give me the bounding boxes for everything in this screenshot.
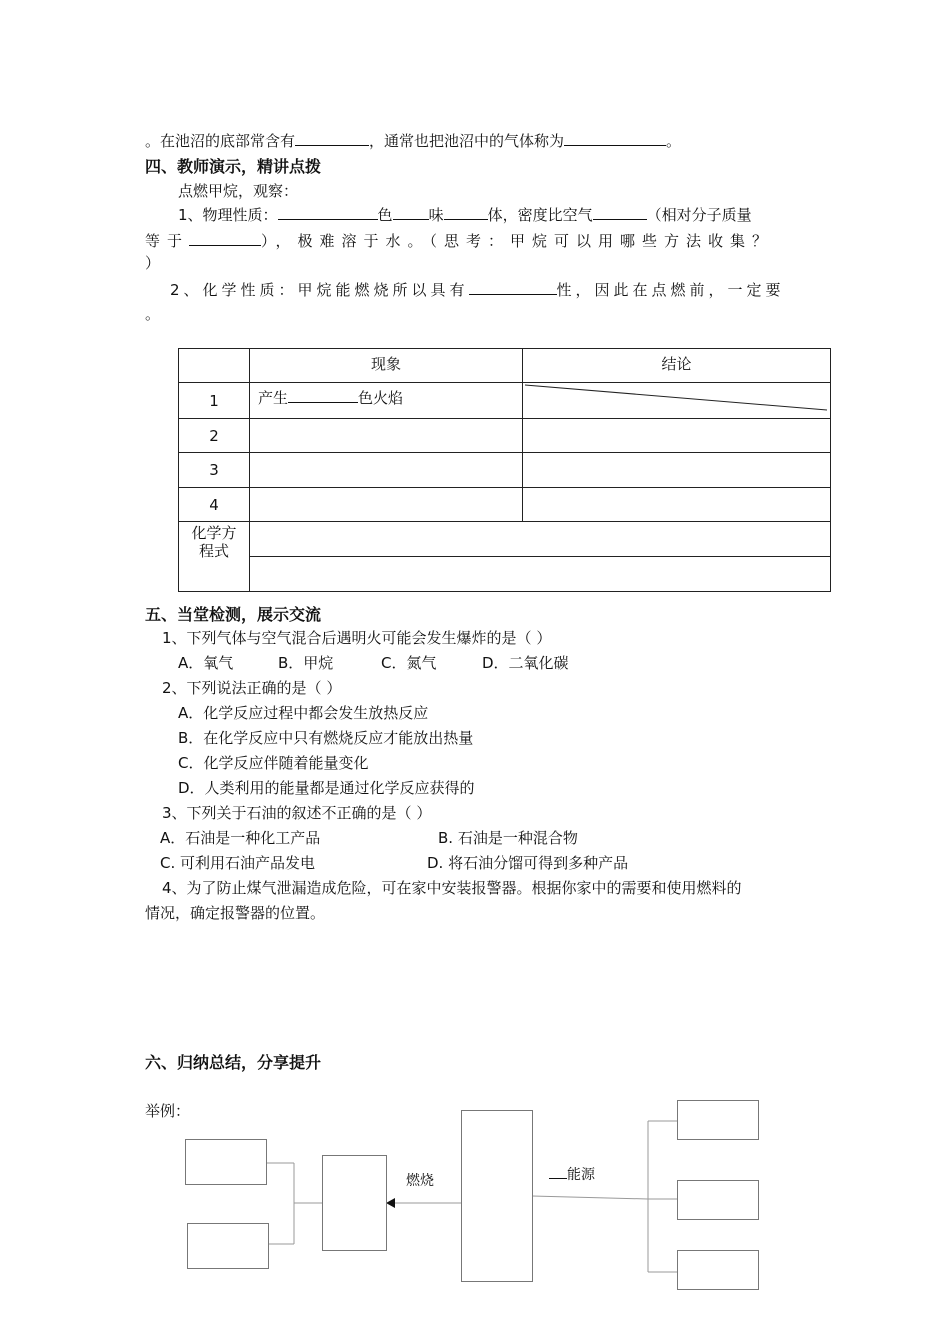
intro-text-3: 。 xyxy=(666,132,682,150)
question-3: 3、下列关于石油的叙述不正确的是（ ） xyxy=(162,804,432,822)
energy-label: 能源 xyxy=(567,1167,595,1183)
burn-label: 燃烧 xyxy=(406,1173,434,1189)
q1-option-a[interactable]: A．氧气 xyxy=(178,654,234,672)
section4-title: 四、教师演示，精讲点拨 xyxy=(145,157,322,176)
q2-option-d[interactable]: D．人类利用的能量都是通过化学反应获得的 xyxy=(178,779,475,797)
physical-color: 色 xyxy=(377,206,393,224)
diagram-box-right-bottom[interactable] xyxy=(677,1250,759,1290)
section5-title: 五、当堂检测，展示交流 xyxy=(145,605,322,624)
physical-state: 体，密度比空气 xyxy=(487,206,593,224)
q1-option-c[interactable]: C．氮气 xyxy=(381,654,437,672)
observe-text: 点燃甲烷，观察： xyxy=(178,182,299,200)
row-number: 2 xyxy=(179,419,250,453)
chemical-prefix: 2、化学性质：甲烷能燃烧所以具有 xyxy=(170,281,469,299)
q3-option-a[interactable]: A．石油是一种化工产品 xyxy=(160,829,321,847)
q1-option-d[interactable]: D．二氧化碳 xyxy=(482,654,569,672)
chemical-suffix: 性，因此在点燃前，一定要 xyxy=(556,281,785,299)
question-4-line1: 4、为了防止煤气泄漏造成危险，可在家中安装报警器。根据你家中的需要和使用燃料的 xyxy=(162,879,742,897)
physical-mass: （相对分子质量 xyxy=(646,206,752,224)
row-number: 4 xyxy=(179,488,250,522)
physical-smell: 味 xyxy=(428,206,444,224)
blank-energy-type[interactable] xyxy=(549,1166,567,1179)
section6-title: 六、归纳总结，分享提升 xyxy=(145,1053,322,1072)
arrow-head-icon xyxy=(386,1198,395,1208)
row1-prefix: 产生 xyxy=(258,389,289,407)
q3-option-b[interactable]: B. 石油是一种混合物 xyxy=(438,829,578,847)
row1-suffix: 色火焰 xyxy=(358,389,404,407)
physical-line2-prefix: 等于 xyxy=(145,232,190,250)
diagram-box-left-top[interactable] xyxy=(185,1139,267,1185)
physical-prefix: 1、物理性质： xyxy=(178,206,278,224)
chemical-property-line2: 。 xyxy=(145,305,161,323)
q2-option-c[interactable]: C．化学反应伴随着能量变化 xyxy=(178,754,369,772)
intro-text-1: 。在池沼的底部常含有 xyxy=(145,132,296,150)
header-phenomenon: 现象 xyxy=(250,349,523,383)
intro-text-2: ，通常也把池沼中的气体称为 xyxy=(369,132,565,150)
question-4-line2: 情况，确定报警器的位置。 xyxy=(145,904,326,922)
physical-property-line3: ） xyxy=(145,254,161,272)
diagram-box-right-top[interactable] xyxy=(677,1100,759,1140)
energy-label-line xyxy=(549,1164,595,1184)
example-label: 举例： xyxy=(145,1102,191,1120)
equation-label: 化学方程式 xyxy=(179,522,250,592)
q2-option-b[interactable]: B．在化学反应中只有燃烧反应才能放出热量 xyxy=(178,729,474,747)
q3-option-c[interactable]: C. 可利用石油产品发电 xyxy=(160,854,316,872)
q1-option-b[interactable]: B．甲烷 xyxy=(278,654,334,672)
question-2: 2、下列说法正确的是（ ） xyxy=(162,679,342,697)
q2-option-a[interactable]: A．化学反应过程中都会发生放热反应 xyxy=(178,704,429,722)
diagram-box-left-bottom[interactable] xyxy=(187,1223,269,1269)
q3-option-d[interactable]: D. 将石油分馏可得到多种产品 xyxy=(427,854,629,872)
row-number: 3 xyxy=(179,453,250,488)
row-number: 1 xyxy=(179,383,250,419)
diagram-box-fuel[interactable] xyxy=(322,1155,387,1251)
question-1: 1、下列气体与空气混合后遇明火可能会发生爆炸的是（ ） xyxy=(162,629,552,647)
diagram-box-right-middle[interactable] xyxy=(677,1180,759,1220)
physical-line2-suffix: ），极难溶于水。（思考：甲烷可以用哪些方法收集？ xyxy=(261,232,775,250)
header-conclusion: 结论 xyxy=(523,349,831,383)
diagram-box-center[interactable] xyxy=(461,1110,533,1282)
